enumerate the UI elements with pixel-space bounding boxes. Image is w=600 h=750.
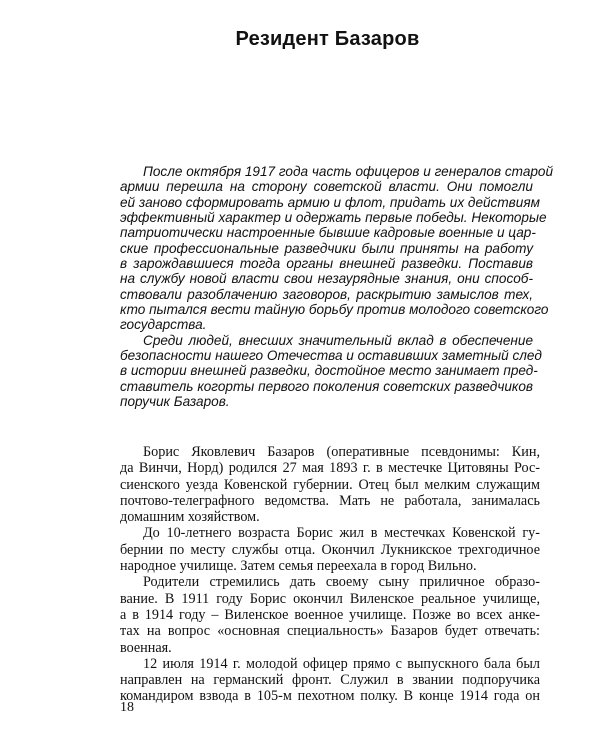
text-line: Борис Яковлевич Базаров (оперативные псевдонимы: Кин, [143, 444, 540, 460]
text-line: Родители стремились дать своему сыну приличное образо- [143, 574, 540, 591]
text-line: безопасности нашего Отечества и оставивших заметный след [120, 348, 542, 364]
text-line: кто пытался вести тайную борьбу против молодого советского [120, 302, 549, 318]
page-number: 18 [120, 700, 134, 715]
text-line: сиенского уезда Ковенской губернии. Отец был мелким служащим [120, 476, 540, 493]
text-line: а в 1914 году – Виленское военное училище. Позже во всех анке- [120, 606, 540, 623]
text-line: командиром взвода в 105-м пехотном полку. В конце 1914 года он [120, 688, 540, 705]
text-line: ские профессиональные разведчики были приняты на работу [120, 240, 533, 256]
text-line: ствовали разоблачению заговоров, раскрытию замыслов тех, [120, 286, 533, 302]
text-line: домашним хозяйством. [120, 509, 260, 526]
text-line: После октября 1917 года часть офицеров и генералов старой [143, 164, 554, 179]
chapter-title: Резидент Базаров [235, 28, 420, 50]
body-text [120, 444, 540, 705]
text-line: бернии по месту службы отца. Окончил Лукникское трехгодичное [120, 541, 540, 558]
text-line: государства. [120, 317, 207, 333]
text-line: патриотически настроенные бывшие кадровые военные и цар- [120, 225, 536, 241]
text-line: тах на вопрос «основная специальность» Базаров будет отвечать: [120, 623, 540, 640]
text-line: на службу новой власти свои незаурядные знания, они способ- [120, 271, 533, 287]
text-line: ей заново сформировать армию и флот, придать их действиям [120, 194, 540, 210]
text-line: народное училище. Затем семья переехала в город Вильно. [120, 558, 477, 575]
text-line: в зарождавшиеся тогда органы внешней разведки. Поставив [120, 256, 533, 272]
intro-italic-text [120, 164, 554, 410]
text-line: да Винчи, Норд) родился 27 мая 1893 г. в местечке Цитовяны Рос- [120, 460, 540, 477]
text-line: поручик Базаров. [120, 394, 230, 410]
text-line: До 10-летнего возраста Борис жил в местечках Ковенской гу- [143, 525, 540, 542]
text-line: почтово-телеграфного ведомства. Мать не работала, занималась [120, 492, 540, 509]
text-line: ставитель когорты первого поколения советских разведчиков [120, 378, 533, 394]
text-line: 12 июля 1914 г. молодой офицер прямо с выпускного бала был [143, 655, 540, 672]
text-line: военная. [120, 639, 172, 656]
text-line: направлен на германский фронт. Служил в звании подпоручика [120, 672, 540, 689]
text-line: эффективный характер и одержать первые победы. Некоторые [120, 210, 547, 226]
text-line: армии перешла на сторону советской власти. Они помогли [120, 179, 533, 195]
text-line: Среди людей, внесших значительный вклад в обеспечение [143, 332, 533, 348]
text-line: вание. В 1911 году Борис окончил Виленское реальное училище, [120, 590, 540, 607]
text-line: в истории внешней разведки, достойное место занимает пред- [120, 363, 538, 379]
